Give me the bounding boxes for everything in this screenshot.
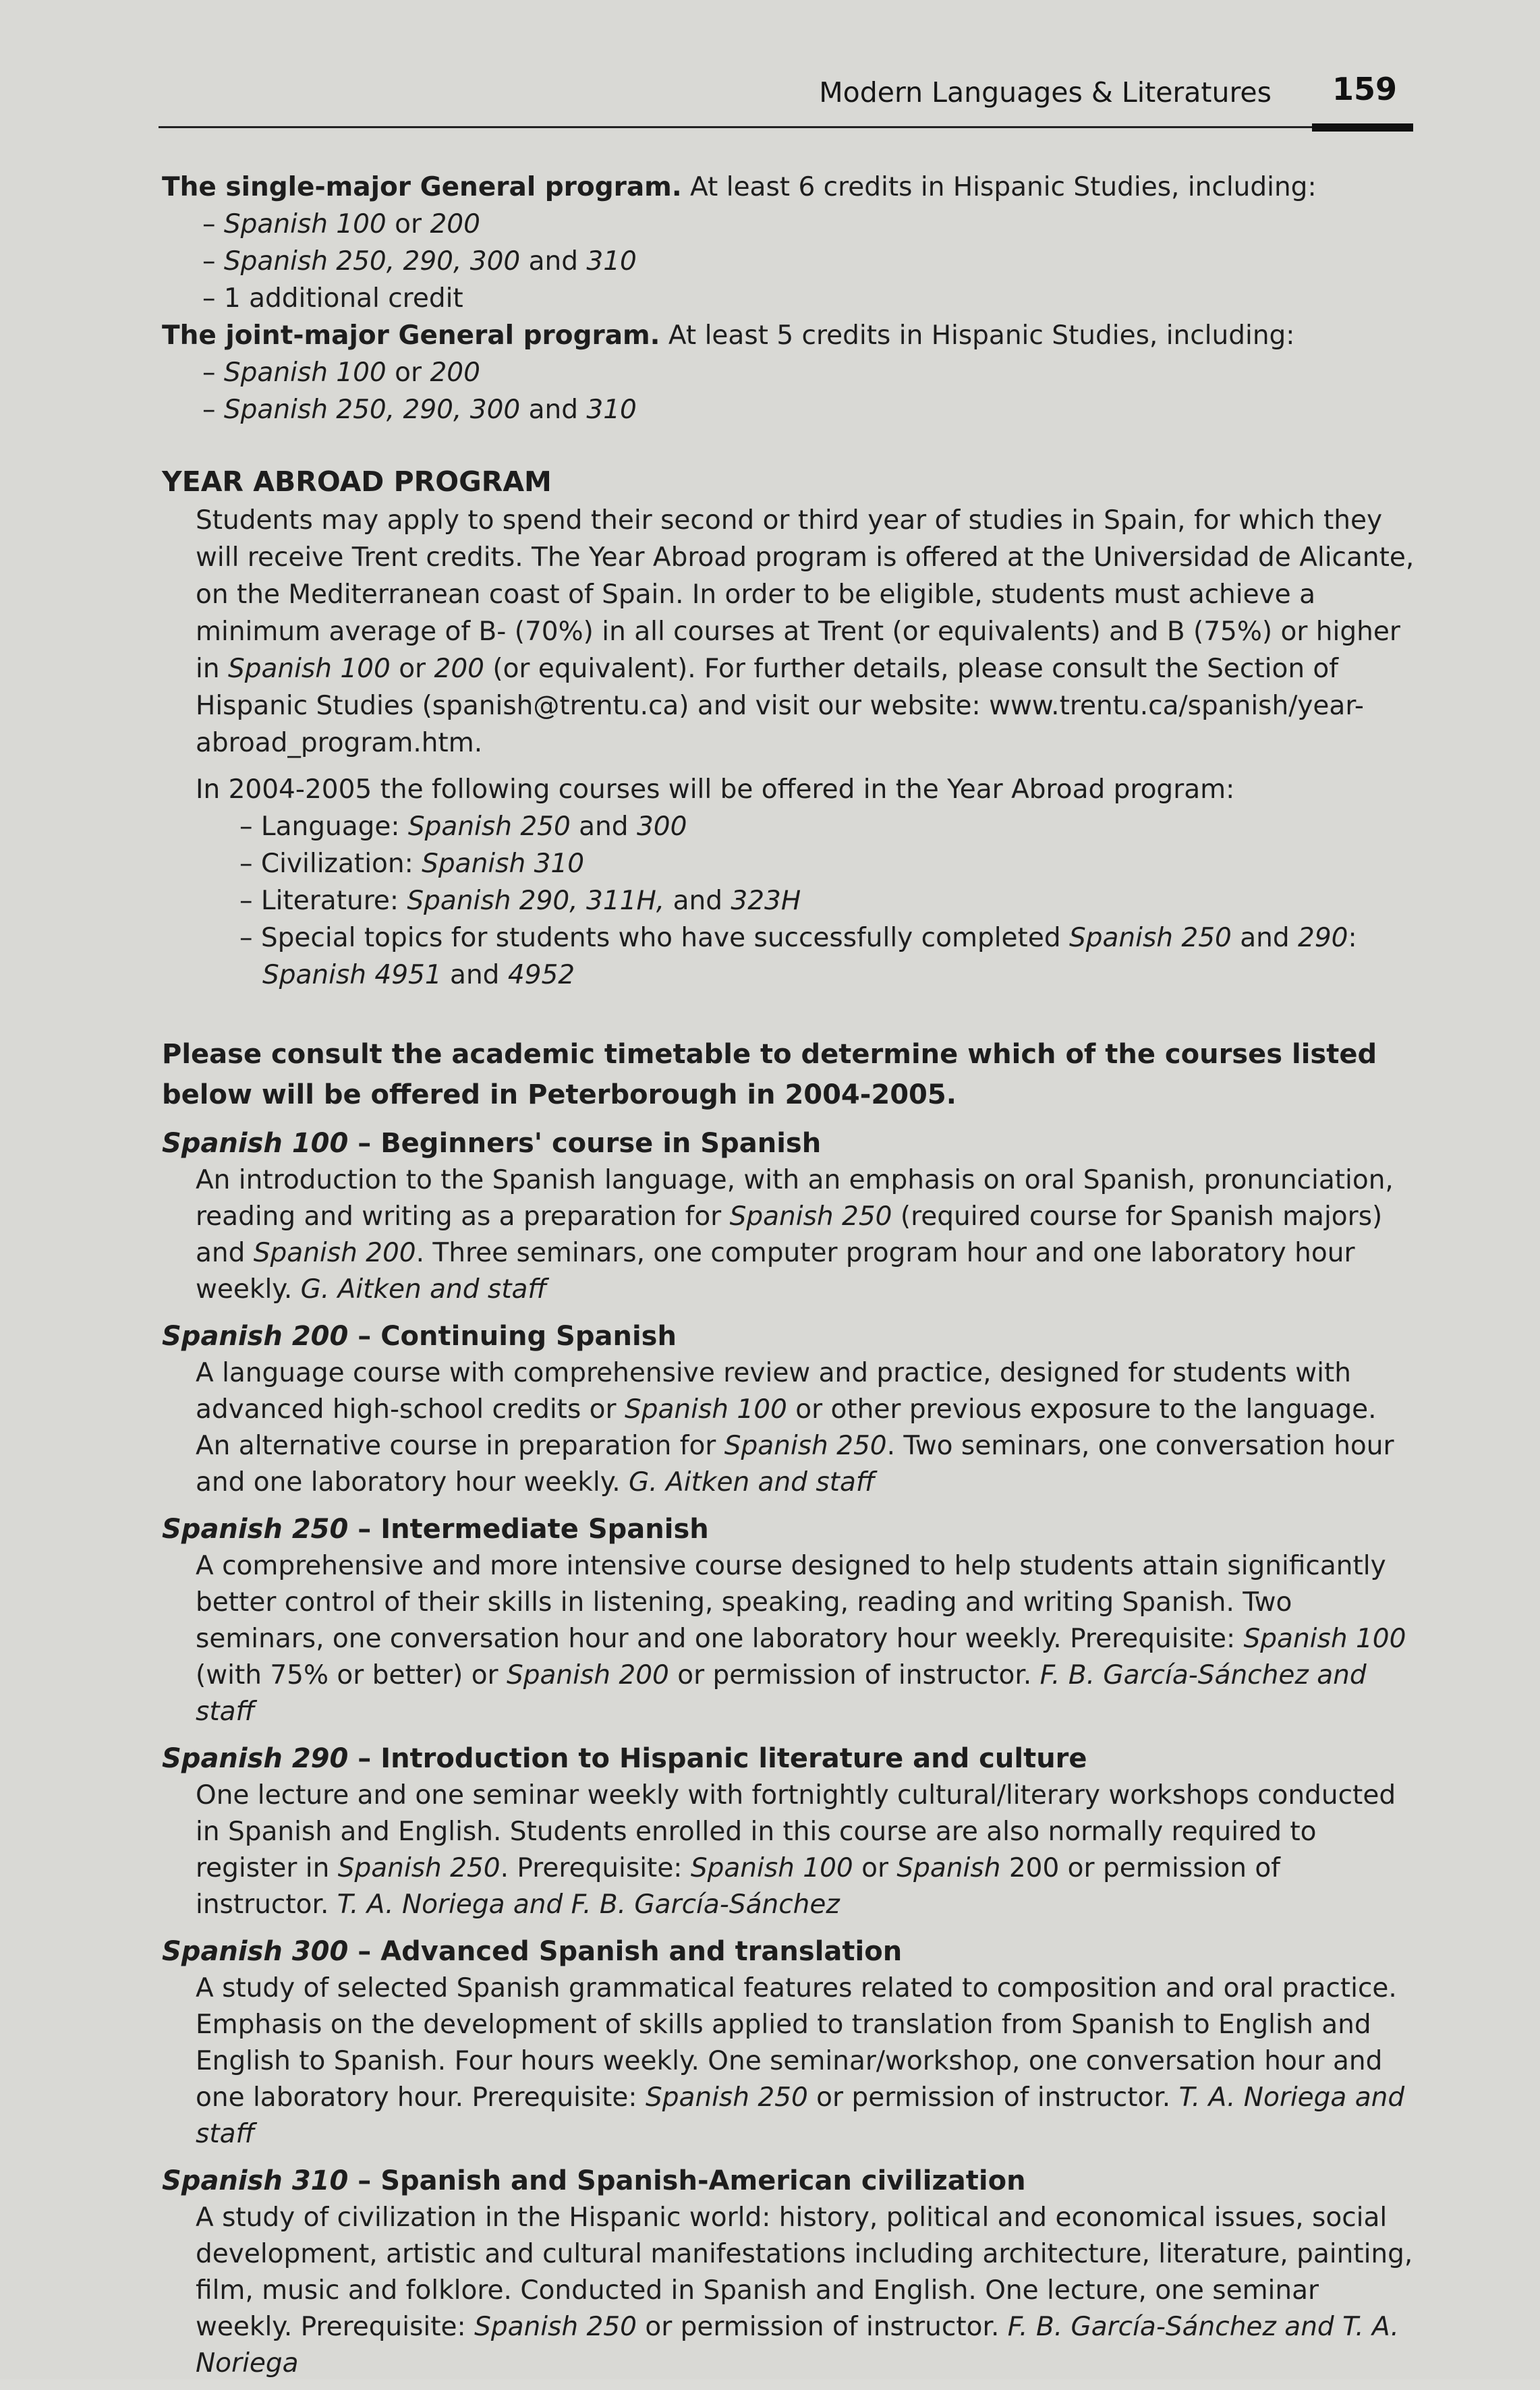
connector: and (520, 246, 587, 277)
course-list (162, 1125, 1417, 2382)
page-number: 159 (1332, 71, 1397, 107)
course-title (162, 1317, 1417, 1355)
text-run: One lecture and one seminar weekly with fortnightly cultural/literary workshops conducted in Spanish and English. Students enrolled in this course are also normally required to register in (196, 1780, 1396, 1883)
list-item: – Spanish 250, 290, 300 and 310 (202, 395, 637, 425)
list-item: – Civilization: Spanish 310 (239, 849, 585, 879)
course-ref: Spanish 250 (645, 2082, 808, 2113)
connector: : (1348, 923, 1357, 953)
course-title (162, 1510, 1417, 1548)
text-run: A comprehensive and more intensive course designed to help students attain significantly better control of their skills in listening, speaking, reading and writing Spanish. Two seminars, one conversation hour and one laboratory hour weekly. Prerequisite: (196, 1551, 1386, 1654)
course-name: Beginners' course in Spanish (380, 1128, 822, 1159)
course-entry (162, 1933, 1417, 2153)
course-ref: F. B. García-Sánchez and T. A. Noriega (196, 2312, 1399, 2379)
course-description (196, 1355, 1417, 1501)
course-ref: Spanish (896, 1853, 1001, 1883)
course-ref: Spanish 4951 (262, 960, 442, 990)
list-item: – Spanish 250, 290, 300 and 310 (202, 246, 637, 277)
course-ref: Spanish 250 (474, 2312, 637, 2342)
list-label: Special topics for students who have successfully completed (260, 923, 1069, 953)
course-code: Spanish 250 (162, 1514, 349, 1545)
course-ref: Spanish 200 (253, 1238, 416, 1268)
course-ref: Spanish 100 (1243, 1624, 1406, 1654)
course-ref: Spanish 100 (223, 358, 387, 388)
course-ref: Spanish 290, 311H, (407, 886, 665, 916)
course-ref: Spanish 250 (407, 812, 571, 842)
joint-major-program (162, 317, 1417, 354)
text-run: or permission of instructor. (668, 1660, 1040, 1690)
list-item: – Language: Spanish 250 and 300 (239, 812, 687, 842)
course-ref: Spanish 250 (724, 1431, 887, 1461)
list-label: Literature: (260, 886, 407, 916)
course-entry (162, 1125, 1417, 1308)
text-run: An introduction to the Spanish language, with an emphasis on oral Spanish, pronunciation, reading and writing as a preparation for (196, 1165, 1394, 1232)
text-run: or permission of instructor. (636, 2312, 1008, 2342)
course-description (196, 1970, 1417, 2153)
text-run: or (390, 654, 434, 684)
header-rule-tab (1312, 123, 1413, 132)
course-ref: Spanish 250, 290, 300 (223, 246, 521, 277)
course-description (196, 1548, 1417, 1730)
title-separator: – (348, 2165, 381, 2196)
course-ref: 290 (1298, 923, 1348, 953)
course-ref: 310 (586, 395, 637, 425)
course-name: Continuing Spanish (380, 1321, 677, 1352)
title-separator: – (348, 1936, 381, 1967)
header-rule (159, 126, 1413, 128)
joint-major-list (202, 354, 1417, 428)
title-separator: – (348, 1321, 381, 1352)
course-ref: G. Aitken and staff (629, 1467, 875, 1498)
list-item: – Spanish 100 or 200 (202, 358, 480, 388)
course-ref: 310 (586, 246, 637, 277)
text-run: A study of civilization in the Hispanic world: history, political and economical issues, social development, artistic and cultural manifestations including architecture, literature, painting, film, music and folklore. Conducted in Spanish and English. One lecture, one seminar weekly. Prerequisite: (196, 2202, 1413, 2342)
single-major-list (202, 206, 1417, 317)
year-abroad-heading: YEAR ABROAD PROGRAM (162, 465, 552, 498)
running-head: Modern Languages & Literatures (819, 76, 1272, 109)
course-description (196, 2200, 1417, 2382)
course-ref: 200 (434, 654, 484, 684)
text-run: or permission of instructor. (807, 2082, 1179, 2113)
text-run: . Three seminars, one computer program hour and one laboratory hour weekly. (196, 1238, 1355, 1305)
course-ref: 323H (731, 886, 801, 916)
list-text: 1 additional credit (223, 283, 463, 314)
text-run: 200 or permission of instructor. (196, 1853, 1280, 1920)
title-separator: – (348, 1514, 381, 1545)
year-abroad-description (196, 502, 1417, 762)
course-ref: T. A. Noriega and staff (196, 2082, 1405, 2149)
course-entry (162, 1317, 1417, 1501)
text-run: (with 75% or better) or (196, 1660, 507, 1690)
course-ref: 200 (430, 209, 480, 239)
course-ref: Spanish 100 (223, 209, 387, 239)
list-item: – 1 additional credit (202, 283, 463, 314)
year-abroad-course-list (239, 808, 1417, 994)
text-run: A language course with comprehensive review and practice, designed for students with advanced high-school credits or (196, 1358, 1351, 1425)
joint-major-title: The joint-major General program. (162, 320, 660, 351)
course-ref: 4952 (507, 960, 575, 990)
course-name: Advanced Spanish and translation (380, 1936, 903, 1967)
course-description (196, 1162, 1417, 1308)
text-run: Students may apply to spend their second or third year of studies in Spain, for which they will receive Trent credits. The Year Abroad program is offered at the Universidad de Alicante, on the Mediterranean coast of Spain. In order to be eligible, students must achieve a minimum average of B- (70%) in all courses at Trent (or equivalents) and B (75%) or higher in (196, 505, 1415, 684)
course-entry (162, 1510, 1417, 1730)
connector: or (386, 209, 430, 239)
text-run: . Two seminars, one conversation hour and one laboratory hour weekly. (196, 1431, 1394, 1498)
course-ref: T. A. Noriega and F. B. García-Sánchez (337, 1889, 840, 1920)
course-ref: F. B. García-Sánchez and staff (196, 1660, 1367, 1727)
course-entry (162, 2162, 1417, 2382)
single-major-program (162, 169, 1417, 206)
timetable-notice: Please consult the academic timetable to determine which of the courses listed below will be offered in Peterborough in 2004-2005. (162, 1039, 1377, 1110)
connector: and (1231, 923, 1298, 953)
list-label: Civilization: (260, 849, 422, 879)
course-ref: Spanish 200 (507, 1660, 669, 1690)
connector: and (520, 395, 587, 425)
course-code: Spanish 290 (162, 1743, 349, 1774)
list-item: – Special topics for students who have successfully completed Spanish 250 and 290: Spanish 4951 and 4952 (239, 923, 1357, 990)
text-run: (required course for Spanish majors) and (196, 1201, 1383, 1268)
course-title (162, 1933, 1417, 1970)
course-entry (162, 1740, 1417, 1923)
course-code: Spanish 200 (162, 1321, 349, 1352)
list-item: – Spanish 100 or 200 (202, 209, 480, 239)
course-code: Spanish 310 (162, 2165, 349, 2196)
course-title (162, 1740, 1417, 1777)
year-abroad-courses-intro: In 2004-2005 the following courses will be offered in the Year Abroad program: (196, 774, 1235, 805)
connector: and (441, 960, 508, 990)
course-title (162, 1125, 1417, 1162)
course-code: Spanish 100 (162, 1128, 349, 1159)
course-ref: Spanish 250 (1068, 923, 1232, 953)
course-title (162, 2162, 1417, 2200)
list-item: – Literature: Spanish 290, 311H, and 323H (239, 886, 801, 916)
course-ref: Spanish 100 (624, 1394, 787, 1425)
text-run: or other previous exposure to the language. An alternative course in preparation for (196, 1394, 1377, 1461)
page-content (162, 169, 1417, 2390)
single-major-title: The single-major General program. (162, 172, 682, 202)
title-separator: – (348, 1743, 381, 1774)
connector: and (664, 886, 731, 916)
title-separator: – (348, 1128, 381, 1159)
course-description (196, 1777, 1417, 1923)
text-run: (or equivalent). For further details, please consult the Section of Hispanic Studies (spanish@trentu.ca) and visit our website: www.trentu.ca/spanish/year-abroad_program.htm. (196, 654, 1364, 758)
course-name: Intermediate Spanish (380, 1514, 709, 1545)
course-code: Spanish 300 (162, 1936, 349, 1967)
course-ref: 300 (636, 812, 687, 842)
connector: and (570, 812, 637, 842)
course-ref: 200 (430, 358, 480, 388)
joint-major-intro: At least 5 credits in Hispanic Studies, including: (668, 320, 1295, 351)
course-ref: Spanish 250 (337, 1853, 501, 1883)
single-major-intro: At least 6 credits in Hispanic Studies, including: (690, 172, 1317, 202)
course-ref: Spanish 310 (422, 849, 585, 879)
connector: or (386, 358, 430, 388)
course-name: Introduction to Hispanic literature and culture (380, 1743, 1087, 1774)
course-ref: Spanish 250, 290, 300 (223, 395, 521, 425)
course-name: Spanish and Spanish-American civilization (380, 2165, 1026, 2196)
course-ref: Spanish 100 (227, 654, 391, 684)
course-ref: Spanish 250 (729, 1201, 892, 1232)
course-ref: Spanish 100 (690, 1853, 853, 1883)
text-run: or (853, 1853, 897, 1883)
course-ref: G. Aitken and staff (300, 1274, 547, 1305)
text-run: A study of selected Spanish grammatical features related to composition and oral practice. Emphasis on the development of skills applied to translation from Spanish to English and English to Spanish. Four hours weekly. One seminar/workshop, one conversation hour and one laboratory hour. Prerequisite: (196, 1973, 1397, 2113)
text-run: . Prerequisite: (500, 1853, 691, 1883)
list-label: Language: (260, 812, 408, 842)
page-header (159, 71, 1413, 132)
